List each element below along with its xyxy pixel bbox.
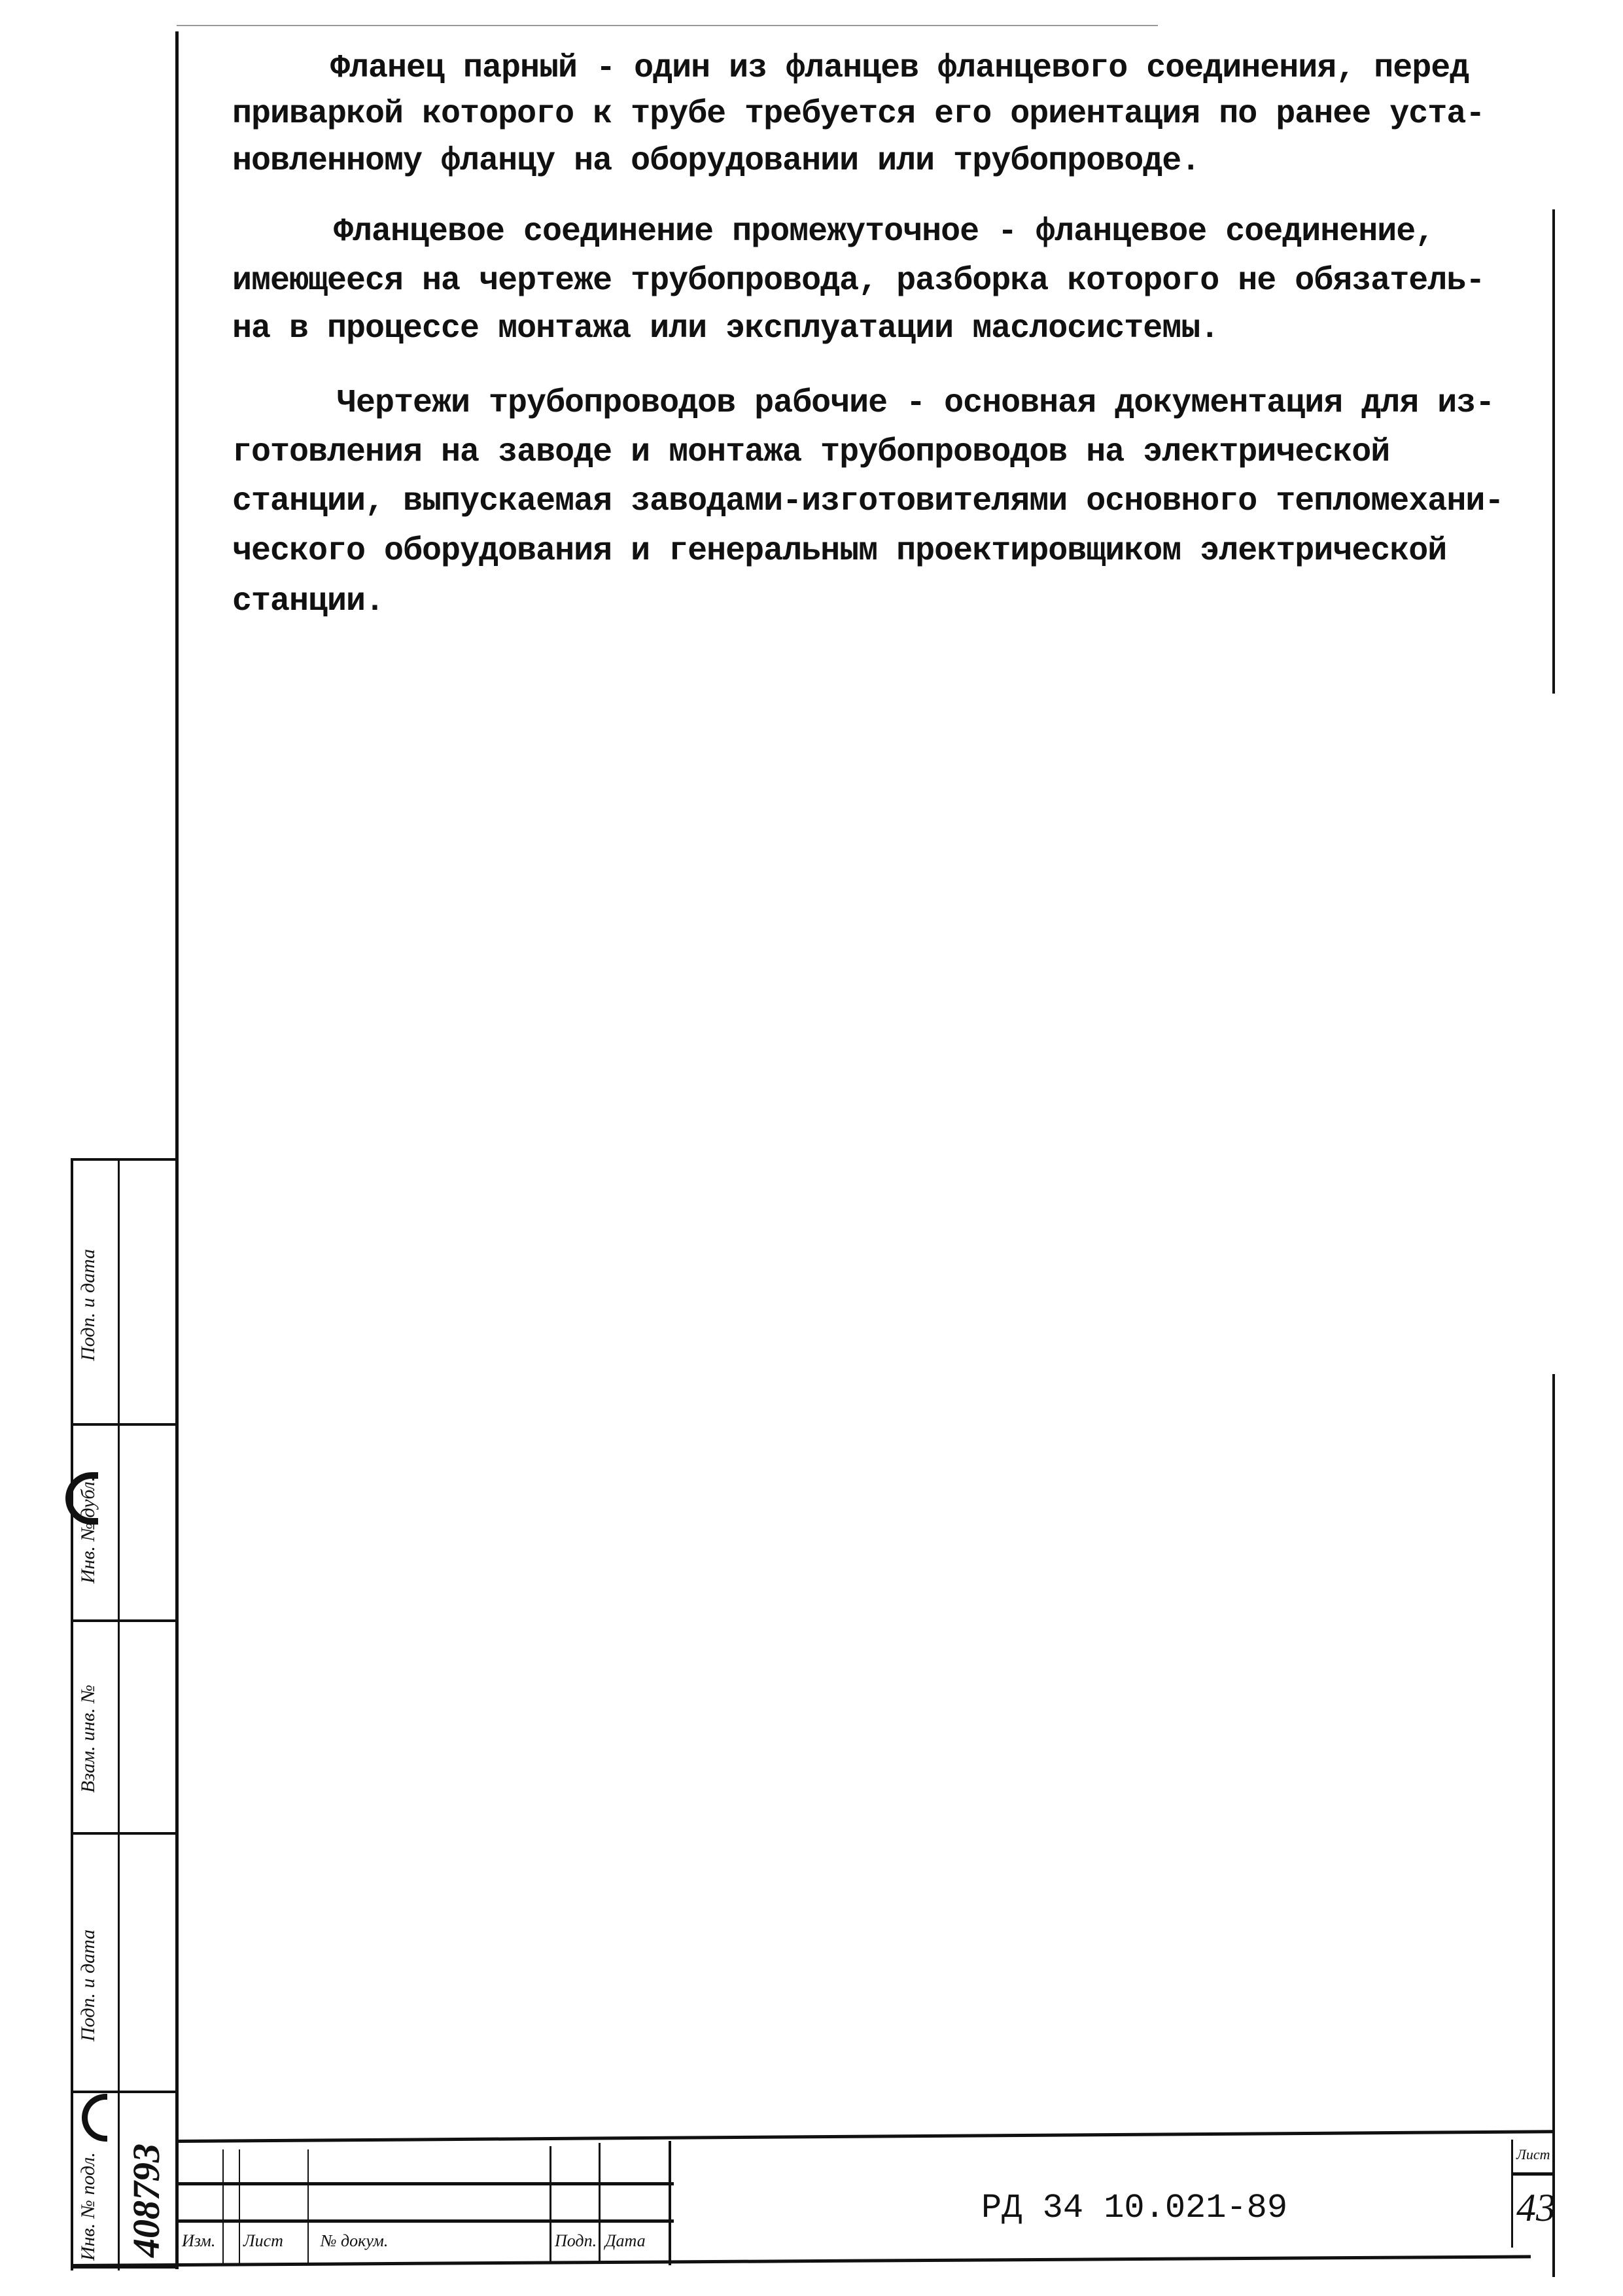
side-stamp-inner-divider: [118, 1158, 120, 2270]
frame-right-border-top: [1552, 209, 1555, 694]
paragraph-2-line-1: Фланцевое соединение промежуточное - фланцевое соединение,: [334, 213, 1435, 251]
paragraph-3-line-1: Чертежи трубопроводов рабочие - основная документация для из-: [337, 385, 1495, 422]
paragraph-1-line-3: новленному фланцу на оборудовании или трубопроводе.: [232, 143, 1200, 180]
side-stamp-outer-left: [71, 1158, 73, 2270]
side-label-replacement-inv: Взам. инв. №: [77, 1684, 99, 1793]
side-stamp-top: [71, 1158, 177, 1161]
side-inventory-number: 408793: [125, 2144, 167, 2257]
paragraph-1-line-2: приваркой которого к трубе требуется его ориентация по ранее уста-: [232, 96, 1485, 133]
column-label-doc-number: № докум.: [321, 2231, 389, 2250]
paragraph-3-line-5: станции.: [232, 583, 385, 620]
side-label-signature-date-top: Подп. и дата: [77, 1248, 99, 1361]
paragraph-3-line-4: ческого оборудования и генеральным проектировщиком электрической: [232, 533, 1447, 570]
frame-top-smudge: [177, 25, 1158, 26]
document-code: РД 34 10.021-89: [981, 2189, 1288, 2227]
column-label-change: Изм.: [182, 2231, 216, 2250]
side-stamp-sep-2: [71, 1619, 177, 1622]
title-block-col: [222, 2149, 224, 2264]
frame-right-border-bottom: [1552, 1374, 1555, 2277]
title-block-col: [239, 2149, 240, 2264]
binding-hole-mark: [82, 2094, 107, 2142]
title-block-top: [177, 2130, 1554, 2143]
side-label-signature-date: Подп. и дата: [77, 1929, 99, 2041]
column-label-signature: Подп.: [555, 2231, 597, 2250]
paragraph-3-line-2: готовления на заводе и монтажа трубопроводов на электрической: [232, 434, 1390, 471]
column-label-date: Дата: [605, 2231, 646, 2250]
title-block-col: [307, 2149, 309, 2264]
title-block-col: [599, 2143, 601, 2264]
page-number: 43: [1516, 2186, 1556, 2229]
paragraph-1-line-1: Фланец парный - один из фланцев фланцевого соединения, перед: [330, 50, 1469, 87]
column-label-sheet: Лист: [243, 2231, 283, 2250]
side-label-duplicate-inv: Инв. № дубл.: [77, 1476, 99, 1583]
paragraph-2-line-2: имеющееся на чертеже трубопровода, разборка которого не обязатель-: [232, 262, 1485, 300]
paragraph-2-line-3: на в процессе монтажа или эксплуатации маслосистемы.: [232, 310, 1219, 347]
frame-left-border: [175, 31, 179, 2269]
side-label-original-inv: Инв. № подл.: [77, 2152, 99, 2261]
sheet-label: Лист: [1516, 2146, 1550, 2163]
sheet-box-divider: [1512, 2172, 1554, 2176]
sheet-box-left: [1511, 2140, 1513, 2248]
title-block-bottom: [72, 2255, 1531, 2267]
side-stamp-sep-1: [71, 1423, 177, 1426]
title-block-col: [669, 2141, 671, 2265]
paragraph-3-line-3: станции, выпускаемая заводами-изготовителями основного тепломехани-: [232, 483, 1504, 520]
title-block-col: [550, 2146, 551, 2264]
side-stamp-sep-4: [71, 2091, 177, 2093]
side-stamp-sep-3: [71, 1832, 177, 1835]
